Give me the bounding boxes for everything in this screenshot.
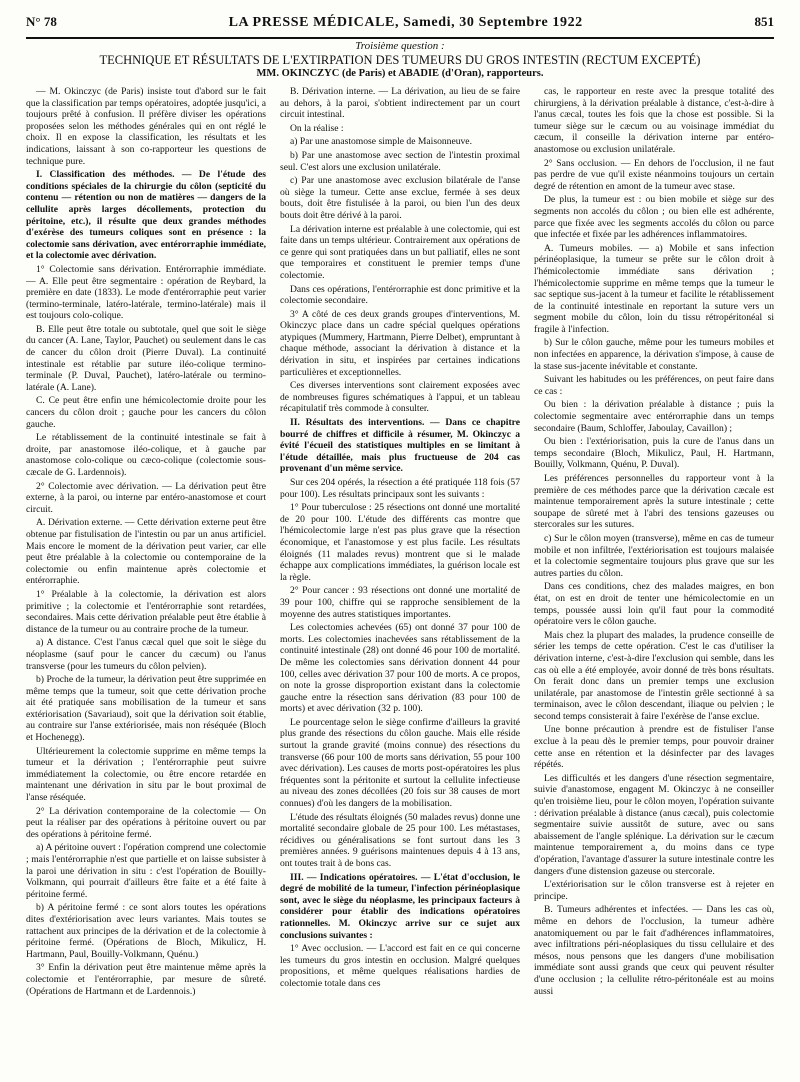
text-column-2 (280, 86, 520, 1074)
paragraph: 2° Colectomie avec dérivation. — La dérivation peut être externe, à la paroi, ou interne par entéro-anastomose et court circuit. (26, 480, 266, 515)
paragraph: B. Tumeurs adhérentes et infectées. — Dans les cas où, même en dehors de l'occlusion, la tumeur adhère anatomiquement ou par le fait d'adhérences inflammatoires, avec infiltrations péri-néoplasiques du tissu cellulaire et des mésos, nous pensons que les dangers d'une mobilisation immédiate sont aussi grands que ceux qui peuvent résulter d'une occlusion ; la cellulite rétro-péritonéale est au moins aussi (534, 904, 774, 997)
paragraph: c) Par une anastomose avec exclusion bilatérale de l'anse où siège la tumeur. Cette anse exclue, fermée à ses deux bouts, doit être fistulisée à la paroi, ou bien l'un des deux bouts doit être dérivé à la paroi. (280, 175, 520, 221)
question-label: Troisième question : (355, 40, 445, 52)
paragraph: 2° Pour cancer : 93 résections ont donné une mortalité de 39 pour 100, chiffre qui se rapproche sensiblement de la moyenne des autres statistiques importantes. (280, 585, 520, 620)
paragraph: Dans ces conditions, chez des malades maigres, en bon état, on est en droit de tenter une hémicolectomie en un temps, poussée aussi loin qu'il faut pour la commodité opératoire vers le côlon gauche. (534, 581, 774, 628)
paragraph: 1° Préalable à la colectomie, la dérivation est alors primitive ; la colectomie et l'entérorraphie sont retardées, secondaires. Mais cette dérivation préalable peut être établie à distance de la tumeur ou au contraire proche de la tumeur. (26, 588, 266, 635)
article-body (26, 86, 774, 1076)
paragraph: B. Dérivation interne. — La dérivation, au lieu de se faire au dehors, à la paroi, s'obtient indirectement par un court circuit intestinal. (280, 86, 520, 121)
paragraph: 2° La dérivation contemporaine de la colectomie — On peut la réaliser par des opérations à péritoine ouvert ou par des opérations à péritoine fermé. (26, 805, 266, 840)
paragraph: a) Par une anastomose simple de Maisonneuve. (290, 136, 472, 148)
article-title: TECHNIQUE ET RÉSULTATS DE L'EXTIRPATION DES TUMEURS DU GROS INTESTIN (RECTUM EXCEPTÉ) (99, 53, 701, 67)
paragraph: Sur ces 204 opérés, la résection a été pratiquée 118 fois (57 pour 100). Les résultats principaux sont les suivants : (280, 477, 520, 500)
paragraph: De plus, la tumeur est : ou bien mobile et siège sur des segments non accolés du côlon ; ou bien elle est adhérente, parce que fixée avec les segments accolés du côlon ou parce que infectée et fixée par les adhérences inflammatoires. (534, 194, 774, 241)
paragraph: I. Classification des méthodes. — De l'étude des conditions spéciales de la chirurgie du côlon (septicité du contenu — rétention ou non de matières — dangers de la cellulite après larges décollements, protection du péritoine, etc.), il résulte que deux grandes méthodes d'exérèse des tumeurs coliques sont en présence : la colectomie sans dérivation, avec entérorraphie immédiate, et la colectomie avec dérivation. (26, 169, 266, 262)
paragraph: b) Proche de la tumeur, la dérivation peut être supprimée en même temps que la tumeur, soit que cette dérivation proche ait été pratiquée sans mobilisation de la tumeur et sans extériorisation (Savariaud), soit que la dérivation soit établie, au contraire sur l'anse extériorisée, mais non réséquée (Bloch et Hochenegg). (26, 674, 266, 744)
paragraph: — M. Okinczyc (de Paris) insiste tout d'abord sur le fait que la classification par temps opératoires, adoptée jusqu'ici, a toujours prêté à confusion. Il préfère diviser les opérations proposées selon les méthodes générales qui en ont réglé le choix. Il en expose la classification, les résultats et les indications, laissant à son co-rapporteur les questions de technique pure. (26, 86, 266, 167)
paragraph: Les difficultés et les dangers d'une résection segmentaire, suivie d'anastomose, engagent M. Okinczyc à ne conseiller qu'en troisième lieu, pour le côlon moyen, l'opération suivante : dérivation préalable à distance (anus cæcal), puis colectomie segmentaire suivie aussitôt de suture, avec ou sans abaissement de l'angle splénique. La dérivation sur le cæcum maintenue temporairement a, du moins dans ce type d'opération, l'avantage d'assurer la suture intestinale contre les dangers d'une distension gazeuse ou stercorale. (534, 772, 774, 877)
paragraph: b) Par une anastomose avec section de l'intestin proximal seul. C'est alors une exclusion unilatérale. (280, 149, 520, 173)
paragraph: b) A péritoine fermé : ce sont alors toutes les opérations dites d'extériorisation avec leurs variantes. Mais toutes se rattachent aux principes de la dérivation et de la colectomie à péritoine fermé. (Opérations de Bloch, Mikulicz, H. Hartmann, Paul, Bouilly-Volkmann, Quénu.) (26, 902, 266, 960)
paragraph: Ces diverses interventions sont clairement exposées avec de nombreuses figures schématiques à l'appui, et un tableau récapitulatif très commode à consulter. (280, 380, 520, 415)
paragraph: L'extériorisation sur le côlon transverse est à rejeter en principe. (534, 879, 774, 902)
paragraph: Une bonne précaution à prendre est de fistuliser l'anse exclue à la peau dès le premier temps, pour pouvoir drainer cette anse en rétention et la désinfecter par des lavages répétés. (534, 724, 774, 771)
paragraph: 1° Colectomie sans dérivation. Entérorraphie immédiate. — A. Elle peut être segmentaire : opération de Reybard, la première en date (1833). Le mode d'entérorraphie peut varier (termino-terminale, latéro-latérale, termino-latérale) mais il est toujours colo-colique. (26, 263, 266, 322)
paragraph: Le rétablissement de la continuité intestinale se fait à droite, par anastomose iléo-colique, et à gauche par anastomose colo-colique ou cæco-colique (colectomie sous-cæcale de G. Lardennois). (26, 432, 266, 478)
paragraph: Mais chez la plupart des malades, la prudence conseille de sérier les temps de cette opération. C'est le cas d'utiliser la dérivation interne, c'est-à-dire l'exclusion qui semble, dans les cas où elle a été employée, avoir donné de très bons résultats. On ferait donc dans un premier temps une exclusion unilatérale, par anastomose de l'intestin grêle sectionné à sa terminaison, avec le côlon descendant, iliaque ou pelvien ; le second temps consisterait à faire l'exérèse de l'anse exclue. (534, 629, 774, 722)
paragraph: Les colectomies achevées (65) ont donné 37 pour 100 de morts. Les colectomies inachevées sans rétablissement de la continuité intestinale (28) ont donné 46 pour 100 de mortalité. De même les colectomies sans dérivation donnent 44 pour 100, celles avec dérivation 37 pour 100 de morts. A ce propos, on note la grosse disproportion existant dans la colectomie gauche entre la résection sans dérivation (83 pour 100 de morts) et avec dérivation (32 p. 100). (280, 622, 520, 715)
issue-number: N° 78 (26, 14, 57, 29)
paragraph: 2° Sans occlusion. — En dehors de l'occlusion, il ne faut pas perdre de vue qu'il existe néanmoins toujours un certain degré de rétention en amont de la tumeur avec stase. (534, 157, 774, 192)
text-column-3 (534, 86, 774, 1074)
paragraph: Ou bien : la dérivation préalable à distance ; puis la colectomie segmentaire avec entérorraphie dans un temps secondaire (Baum, Schloffer, Jaboulay, Cavaillon) ; (534, 399, 774, 434)
article-authors: MM. OKINCZYC (de Paris) et ABADIE (d'Oran), rapporteurs. (256, 68, 544, 79)
paragraph: B. Elle peut être totale ou subtotale, quel que soit le siège du cancer (A. Lane, Taylor, Pauchet) ou seulement dans le cas de cancer du côlon droit (Pierre Duval). La continuité intestinale est rétablie par suture iléo-colique termino-terminale (P. Duval, Pauchet), latéro-latérale ou termino-latérale (A. Lane). (26, 323, 266, 393)
paragraph: 3° Enfin la dérivation peut être maintenue même après la colectomie et l'entérorraphie, par mesure de sûreté. (Opérations de Hartmann et de Lardennois.) (26, 962, 266, 997)
text-column-1 (26, 86, 266, 1074)
paragraph: Ou bien : l'extériorisation, puis la cure de l'anus dans un temps secondaire (Bloch, Mikulicz, Paul, H. Hartmann, Bouilly, Volkmann, Quénu, P. Duval). (534, 436, 774, 471)
paragraph: b) Sur le côlon gauche, même pour les tumeurs mobiles et non infectées en apparence, la dérivation s'impose, à cause de la stase sus-jacente inévitable et constante. (534, 337, 774, 372)
paragraph: L'étude des résultats éloignés (50 malades revus) donne une mortalité secondaire globale de 25 pour 100. Les métastases, récidives ou généralisations se font surtout dans les 3 premières années. 9 guérisons maintenues depuis 4 à 13 ans, ont toutes trait à de bons cas. (280, 811, 520, 869)
paragraph: Suivant les habitudes ou les préférences, on peut faire dans ce cas : (534, 374, 774, 397)
paragraph: Dans ces opérations, l'entérorraphie est donc primitive et la colectomie secondaire. (280, 283, 520, 307)
paragraph: 1° Avec occlusion. — L'accord est fait en ce qui concerne les tumeurs du gros intestin en occlusion. Malgré quelques propositions, et même quelques réalisations hardies de colectomie totale dans ces (280, 943, 520, 989)
paragraph: Le pourcentage selon le siège confirme d'ailleurs la gravité plus grande des résections du côlon gauche. Mais elle réside surtout la grande gravité (moins connue) des résections du transverse (66 pour 100 de morts sans dérivation, 55 pour 100 avec dérivation). Les causes de morts post-opératoires les plus fréquentes sont la péritonite et surtout la cellulite infectieuse au niveau des zones décollées (20 fois sur 38 causes de mort connues) d'où les dangers de la mobilisation. (280, 716, 520, 810)
paragraph: 3° A côté de ces deux grands groupes d'interventions, M. Okinczyc place dans un cadre spécial quelques opérations atypiques (Mummery, Hartmann, Pierre Delbet), empruntant à chaque méthode, associant la dérivation à distance et la dérivation in situ, et inspirées par certaines indications particulières et exceptionnelles. (280, 308, 520, 378)
paragraph: On la réalise : (290, 122, 344, 134)
paragraph: A. Tumeurs mobiles. — a) Mobile et sans infection périnéoplasique, la tumeur se prête sur le côlon droit à l'hémicolectomie immédiate sans dérivation ; l'hémicolectomie supprime en même temps que la tumeur le sac septique sus-jacent à la tumeur et facilite le rétablissement de la continuité intestinale en reportant la suture vers un segment mobile du côlon, loin du tissu rétropéritonéal si fragile à l'infection. (534, 242, 774, 335)
paragraph: Ultérieurement la colectomie supprime en même temps la tumeur et la dérivation ; l'entérorraphie peut suivre immédiatement la colectomie, ou être encore retardée en maintenant une dérivation in situ par le bout proximal de l'anse réséquée. (26, 745, 266, 804)
paragraph: III. — Indications opératoires. — L'état d'occlusion, le degré de mobilité de la tumeur, l'infection périnéoplasique sont, avec le siège du néoplasme, les principaux facteurs à considérer pour établir des indications opératoires rationnelles. M. Okinczyc arrive sur ce sujet aux conclusions suivantes : (280, 871, 520, 941)
paragraph: Les préférences personnelles du rapporteur vont à la première de ces méthodes parce que la dérivation cæcale est maintenue temporairement après la suture intestinale ; cette soupape de sûreté met à l'abri des tensions gazeuses ou stercorales sur les sutures. (534, 473, 774, 531)
page-number: 851 (754, 14, 774, 29)
paragraph: II. Résultats des interventions. — Dans ce chapitre bourré de chiffres et difficile à résumer, M. Okinczyc a évité l'écueil des statistiques multiples en se limitant à l'étude détaillée, mais plus fructueuse de 204 cas provenant d'un même service. (280, 417, 520, 475)
paragraph: A. Dérivation externe. — Cette dérivation externe peut être obtenue par fistulisation de l'intestin ou par un anus artificiel. Mais encore le moment de la dérivation peut varier, car elle peut être préalable à la colectomie ou contemporaine de la colectomie ou enfin maintenue après colectomie et entérorraphie. (26, 517, 266, 587)
paragraph: cas, le rapporteur en reste avec la presque totalité des chirurgiens, à la dérivation préalable à distance, c'est-à-dire à l'anus cæcal, toutes les fois que la chose est possible. Si la tumeur siège sur le cæcum ou au voisinage immédiat du cæcum, il conseille la dérivation interne par entéro-anastomose ou exclusion unilatérale. (534, 86, 774, 155)
paragraph: a) A distance. C'est l'anus cæcal quel que soit le siège du néoplasme (sauf pour le cancer du cæcum) ou l'anus transverse (pour les tumeurs du côlon pelvien). (26, 637, 266, 672)
paragraph: La dérivation interne est préalable à une colectomie, qui est faite dans un temps ultérieur. Contrairement aux opérations de ce genre qui sont pratiquées dans un but palliatif, elles ne sont que temporaires et constituent le premier temps d'une colectomie. (280, 223, 520, 281)
paragraph: a) A péritoine ouvert : l'opération comprend une colectomie ; mais l'entérorraphie n'est que partielle et on laisse subsister à la paroi une dérivation in situ : c'est l'opération de Bouilly-Volkmann, qui pourrait d'ailleurs être faite et a été faite à péritoine fermé. (26, 842, 266, 900)
page-header (26, 14, 774, 34)
paragraph: C. Ce peut être enfin une hémicolectomie droite pour les cancers du côlon droit ; gauche pour les cancers du côlon gauche. (26, 395, 266, 430)
header-rule (26, 37, 774, 39)
paragraph: c) Sur le côlon moyen (transverse), même en cas de tumeur mobile et non infiltrée, l'extériorisation est toujours malaisée et la colectomie segmentaire toujours plus grave que sur les autres parties du côlon. (534, 532, 774, 579)
paragraph: 1° Pour tuberculose : 25 résections ont donné une mortalité de 20 pour 100. L'étude des différents cas montre que l'hémicolectomie large n'est pas plus grave que la résection économique, et l'anastomose y est plus facile. Les résultats éloignés (11 malades revus) montrent que si le malade échappe aux complications immédiates, la guérison locale est la règle. (280, 502, 520, 583)
running-title: LA PRESSE MÉDICALE, Samedi, 30 Septembre 1922 (228, 15, 583, 30)
